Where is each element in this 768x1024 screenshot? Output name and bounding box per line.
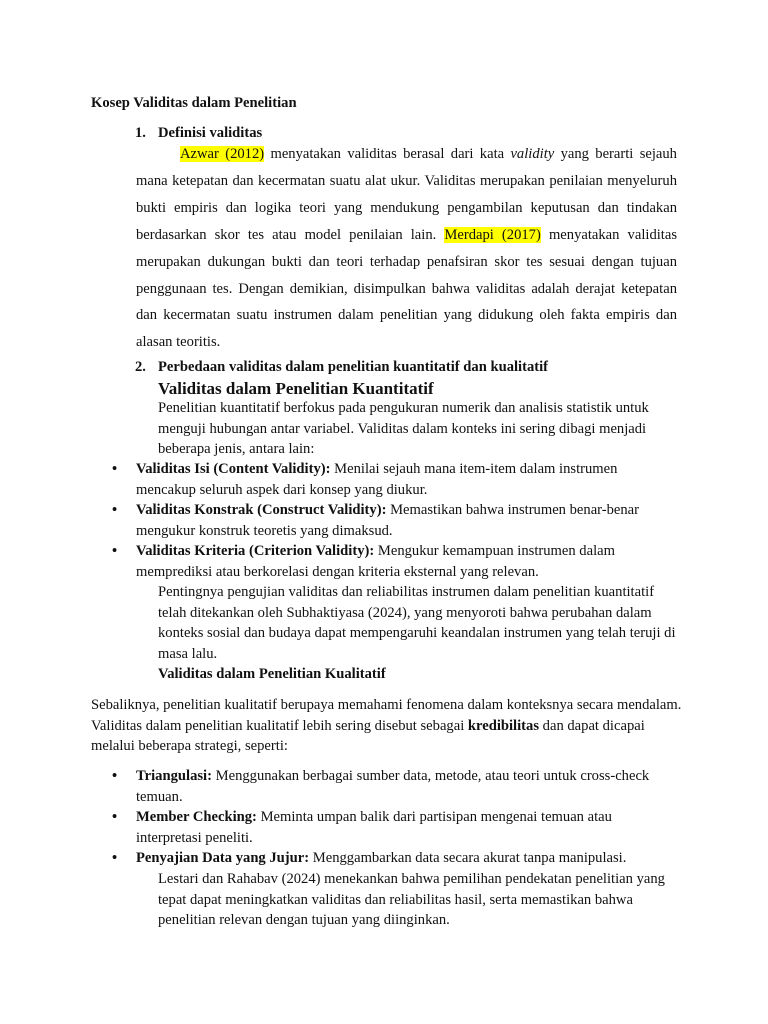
bullet-icon: • [112, 809, 118, 826]
list-item-desc: Menilai sejauh mana item-item dalam instrumen mencakup seluruh aspek dari konsep yang diukur. [136, 461, 618, 498]
definition-text-b: yang berarti sejauh mana ketepatan dan kecermatan suatu alat ukur. Validitas merupakan penilaian menyeluruh bukti empiris dan logika teori yang mendukung pengambilan keputusan dan tindakan berdasarkan skor tes atau model penilaian lain. [136, 146, 677, 243]
section-2-number: 2. [135, 359, 146, 375]
definition-text-a: menyatakan validitas berasal dari kata [264, 146, 511, 162]
section-1-number: 1. [135, 125, 146, 141]
quantitative-heading: Validitas dalam Penelitian Kuantitatif [158, 379, 434, 398]
list-item-desc: Menggunakan berbagai sumber data, metode, atau teori untuk cross-check temuan. [136, 768, 650, 805]
list-item [112, 500, 672, 541]
list-item-term: Member Checking: [136, 809, 257, 826]
list-item-desc: Menggambarkan data secara akurat tanpa manipulasi. [309, 850, 627, 867]
quantitative-list [112, 459, 672, 583]
bullet-icon: • [112, 850, 118, 867]
bullet-icon: • [112, 768, 118, 784]
qualitative-text-a: Sebaliknya, penelitian kualitatif berupaya memahami fenomena dalam konteksnya secara mendalam. Validitas dalam penelitian kualitatif lebih sering disebut sebagai [91, 697, 682, 734]
definition-paragraph [136, 141, 677, 356]
list-item [112, 541, 672, 582]
list-item-term: Triangulasi: [136, 768, 212, 784]
definition-text-c: menyatakan validitas merupakan dukungan bukti dan teori terhadap penafsiran skor tes sesuai dengan tujuan penggunaan tes. Dengan demikian, disimpulkan bahwa validitas adalah derajat ketepatan dan kecermatan suatu instrumen dalam penelitian yang didukung oleh fakta empiris dan alasan teoritis. [136, 226, 678, 351]
section-2-title: Perbedaan validitas dalam penelitian kuantitatif dan kualitatif [158, 359, 549, 375]
list-item-desc: Memastikan bahwa instrumen benar-benar mengukur konstruk teoretis yang dimaksud. [136, 502, 640, 539]
conclusion-paragraph: Lestari dan Rahabav (2024) menekankan bahwa pemilihan pendekatan penelitian yang tepat dapat meningkatkan validitas dan reliabilitas hasil, serta memastikan bahwa penelitian relevan dengan tujuan yang diinginkan. [158, 871, 665, 929]
list-item-term: Validitas Kriteria (Criterion Validity): [136, 543, 375, 560]
definition-term-validity: validity [510, 146, 555, 162]
list-item-desc: Mengukur kemampuan instrumen dalam memprediksi atau berkorelasi dengan kriteria eksternal yang relevan. [136, 543, 615, 580]
qualitative-list [112, 766, 672, 869]
bullet-icon: • [112, 461, 118, 477]
qualitative-paragraph [91, 695, 691, 757]
list-item [112, 807, 672, 848]
bullet-icon: • [112, 502, 118, 519]
list-item [112, 766, 672, 807]
importance-paragraph: Pentingnya pengujian validitas dan reliabilitas instrumen dalam penelitian kuantitatif telah ditekankan oleh Subhaktiyasa (2024), yang menyoroti bahwa perubahan dalam konteks sosial dan budaya dapat mempengaruhi keandalan instrumen yang telah teruji di masa lalu. [158, 584, 676, 662]
list-item [112, 848, 672, 869]
list-item-term: Validitas Konstrak (Construct Validity): [136, 502, 387, 519]
document-title: Kosep Validitas dalam Penelitian [91, 95, 297, 111]
section-2-heading [135, 357, 695, 377]
section-1-title: Definisi validitas [158, 125, 263, 141]
qualitative-term-credibility: kredibilitas [467, 717, 540, 734]
list-item-term: Validitas Isi (Content Validity): [136, 461, 331, 477]
section-1-heading [135, 123, 695, 143]
list-item [112, 459, 672, 500]
list-item-desc: Meminta umpan balik dari partisipan mengenai temuan atau interpretasi peneliti. [136, 809, 612, 846]
bullet-icon: • [112, 543, 118, 560]
citation-azwar: Azwar (2012) [180, 146, 265, 162]
list-item-term: Penyajian Data yang Jujur: [136, 850, 310, 867]
citation-merdapi: Merdapi (2017) [444, 226, 541, 243]
quantitative-paragraph: Penelitian kuantitatif berfokus pada pengukuran numerik dan analisis statistik untuk menguji hubungan antar variabel. Validitas dalam konteks ini sering dibagi menjadi beberapa jenis, antara lain: [158, 400, 649, 458]
qualitative-text-b: dan dapat dicapai melalui beberapa strategi, seperti: [91, 717, 645, 755]
qualitative-heading: Validitas dalam Penelitian Kualitatif [158, 666, 386, 682]
